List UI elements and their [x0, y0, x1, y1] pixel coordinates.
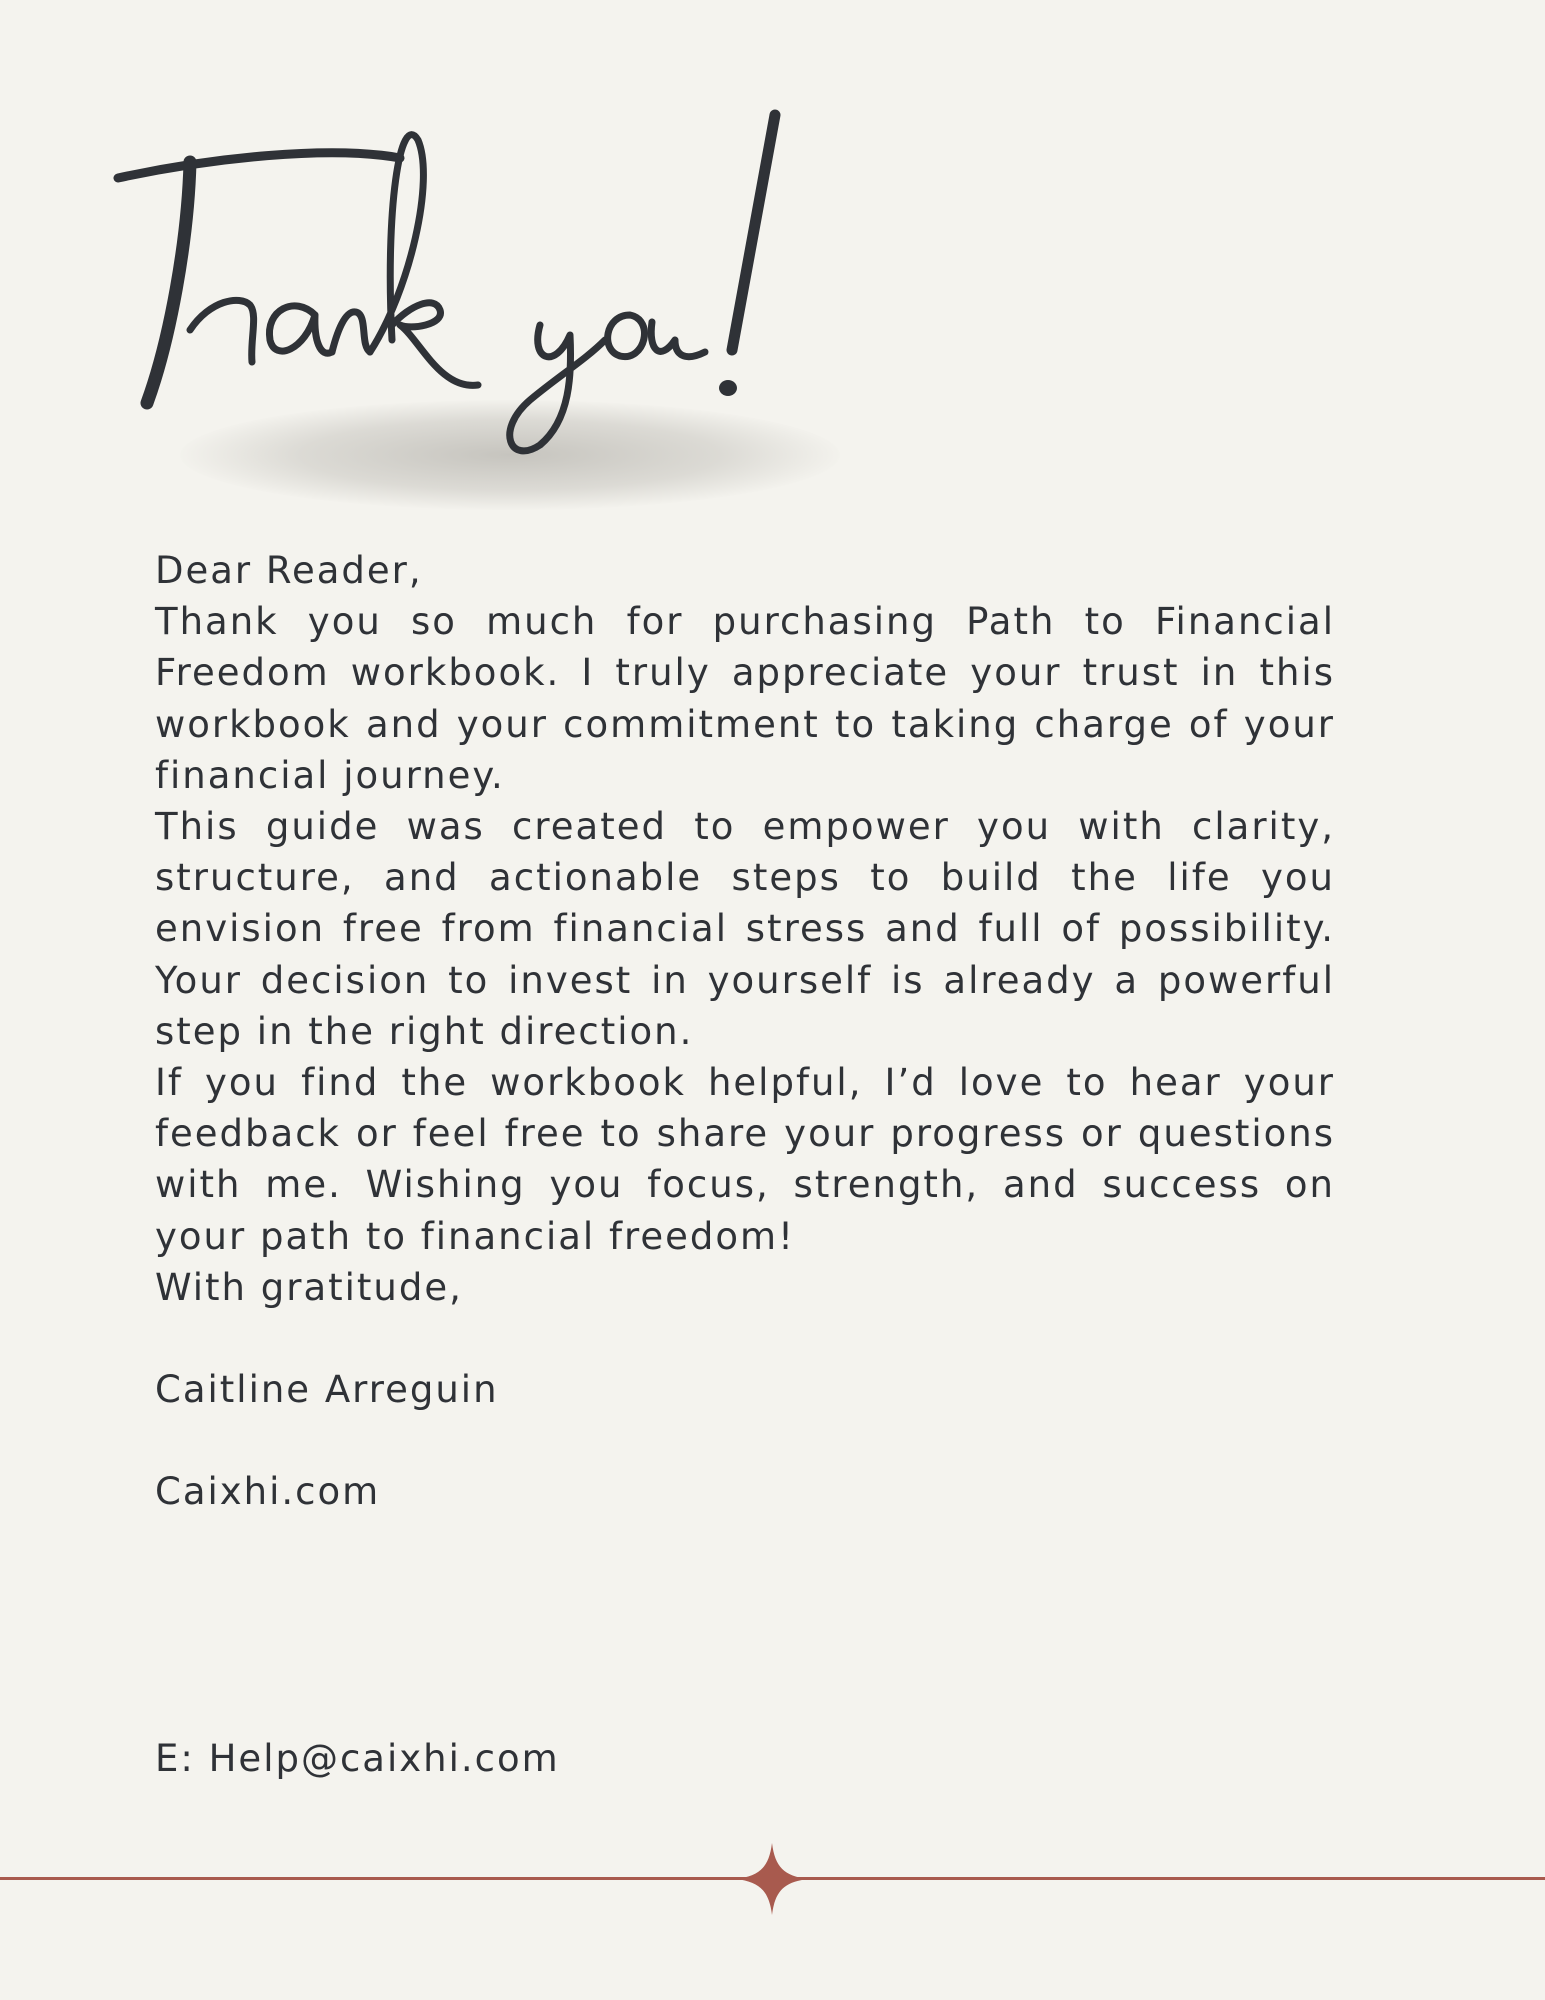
- spacer: [155, 1313, 1335, 1364]
- letter-body: [155, 545, 1335, 1517]
- thank-you-script: [100, 100, 880, 520]
- contact-email: E: Help@caixhi.com: [155, 1737, 560, 1780]
- paragraph-2: This guide was created to empower you with clarity, structure, and actionable steps to build the life you envision free from financial stress and full of possibility. Your decision to invest in yourself is already a powerful step in the right direction.: [155, 805, 1335, 1053]
- website: Caixhi.com: [155, 1470, 381, 1514]
- paragraph-3: If you find the workbook helpful, I’d love to hear your feedback or feel free to share your progress or questions with me. Wishing you focus, strength, and success on your path to financial freedom!: [155, 1061, 1335, 1258]
- closing: With gratitude,: [155, 1265, 463, 1309]
- greeting: Dear Reader,: [155, 549, 423, 592]
- signature-name: Caitline Arreguin: [155, 1368, 499, 1412]
- spacer: [155, 1415, 1335, 1466]
- four-point-star-icon: [736, 1843, 808, 1915]
- paragraph-1: Thank you so much for purchasing Path to Financial Freedom workbook. I truly appreciate your trust in this workbook and your commitment to taking charge of your financial journey.: [155, 600, 1335, 797]
- thank-you-heading: [100, 100, 880, 520]
